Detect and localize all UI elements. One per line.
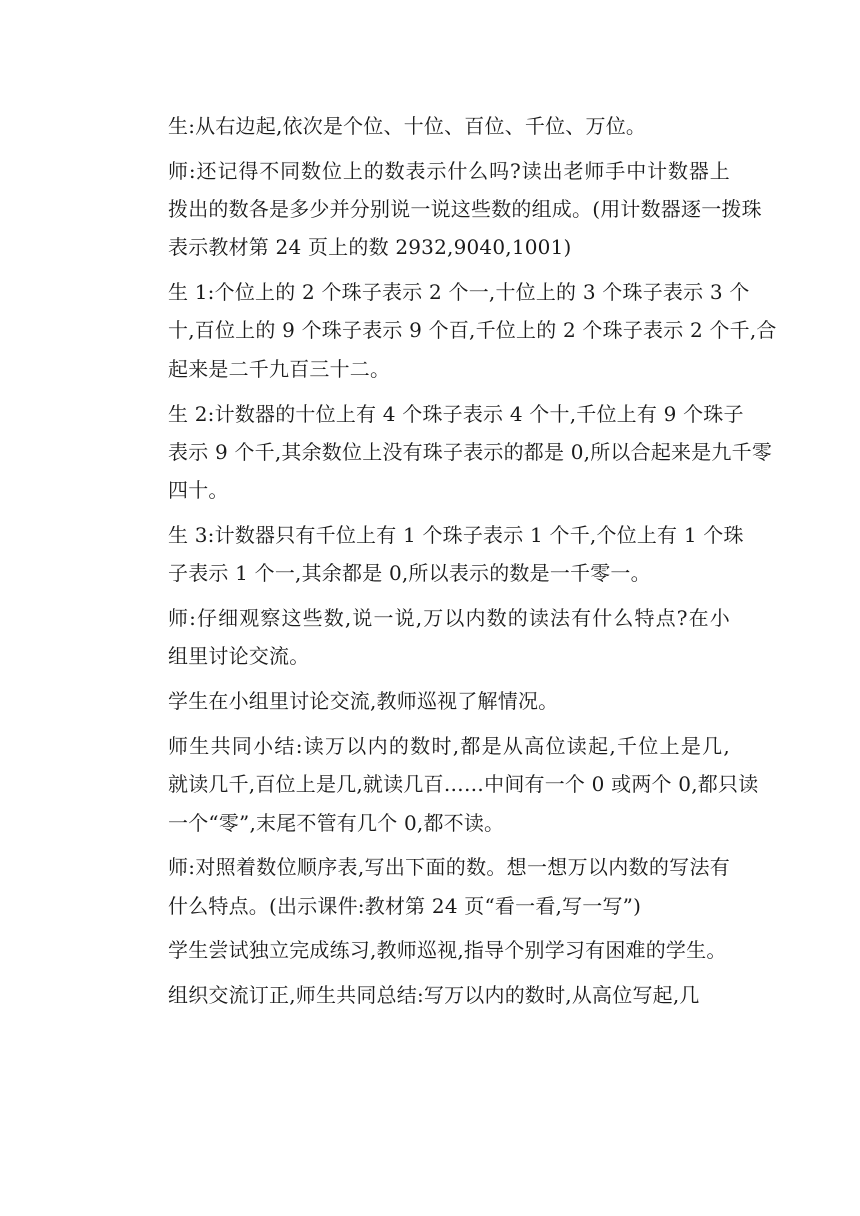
text-line: 生 3:计数器只有千位上有 1 个珠子表示 1 个千,个位上有 1 个珠	[168, 522, 744, 547]
text-line: 拨出的数各是多少并分别说一说这些数的组成。(用计数器逐一拨珠	[168, 197, 762, 222]
text-line: 师生共同小结:读万以内的数时,都是从高位读起,千位上是几,	[168, 733, 730, 758]
text-line: 学生尝试独立完成练习,教师巡视,指导个别学习有困难的学生。	[168, 938, 727, 963]
text-line: 生 1:个位上的 2 个珠子表示 2 个一,十位上的 3 个珠子表示 3 个	[168, 280, 750, 305]
paragraph-10	[128, 931, 730, 969]
paragraph-1	[128, 107, 730, 145]
text-line: 十,百位上的 9 个珠子表示 9 个百,千位上的 2 个珠子表示 2 个千,合	[168, 318, 777, 343]
paragraph-8	[128, 727, 759, 842]
text-line: 生:从右边起,依次是个位、十位、百位、千位、万位。	[168, 114, 647, 138]
text-line: 就读几千,百位上是几,就读几百……中间有一个 0 或两个 0,都只读	[168, 772, 759, 797]
text-line: 学生在小组里讨论交流,教师巡视了解情况。	[168, 689, 559, 714]
text-line: 什么特点。(出示课件:教材第 24 页“看一看,写一写”)	[168, 893, 642, 918]
text-line: 师:对照着数位顺序表,写出下面的数。想一想万以内数的写法有	[168, 855, 730, 880]
text-line: 师:还记得不同数位上的数表示什么吗?读出老师手中计数器上	[168, 158, 730, 183]
text-line: 子表示 1 个一,其余都是 0,所以表示的数是一千零一。	[168, 561, 651, 586]
text-line: 组织交流订正,师生共同总结:写万以内的数时,从高位写起,几	[168, 983, 700, 1008]
text-line: 起来是二千九百三十二。	[168, 356, 391, 381]
text-line: 一个“零”,末尾不管有几个 0,都不读。	[168, 810, 505, 835]
text-line: 师:仔细观察这些数,说一说,万以内数的读法有什么特点?在小	[168, 606, 730, 631]
paragraph-11	[128, 976, 730, 1014]
text-line: 表示教材第 24 页上的数 2932,9040,1001)	[168, 235, 572, 260]
text-line: 四十。	[168, 478, 229, 503]
text-line: 生 2:计数器的十位上有 4 个珠子表示 4 个十,千位上有 9 个珠子	[168, 401, 744, 426]
text-line: 组里讨论交流。	[168, 644, 310, 669]
paragraph-7	[128, 682, 730, 720]
paragraph-2	[128, 152, 762, 267]
paragraph-6	[128, 599, 730, 676]
paragraph-5	[128, 516, 744, 593]
paragraph-4	[128, 395, 773, 510]
paragraph-9	[128, 848, 730, 925]
paragraph-3	[128, 273, 777, 388]
text-line: 表示 9 个千,其余数位上没有珠子表示的都是 0,所以合起来是九千零	[168, 439, 773, 464]
document-body	[128, 107, 777, 1021]
